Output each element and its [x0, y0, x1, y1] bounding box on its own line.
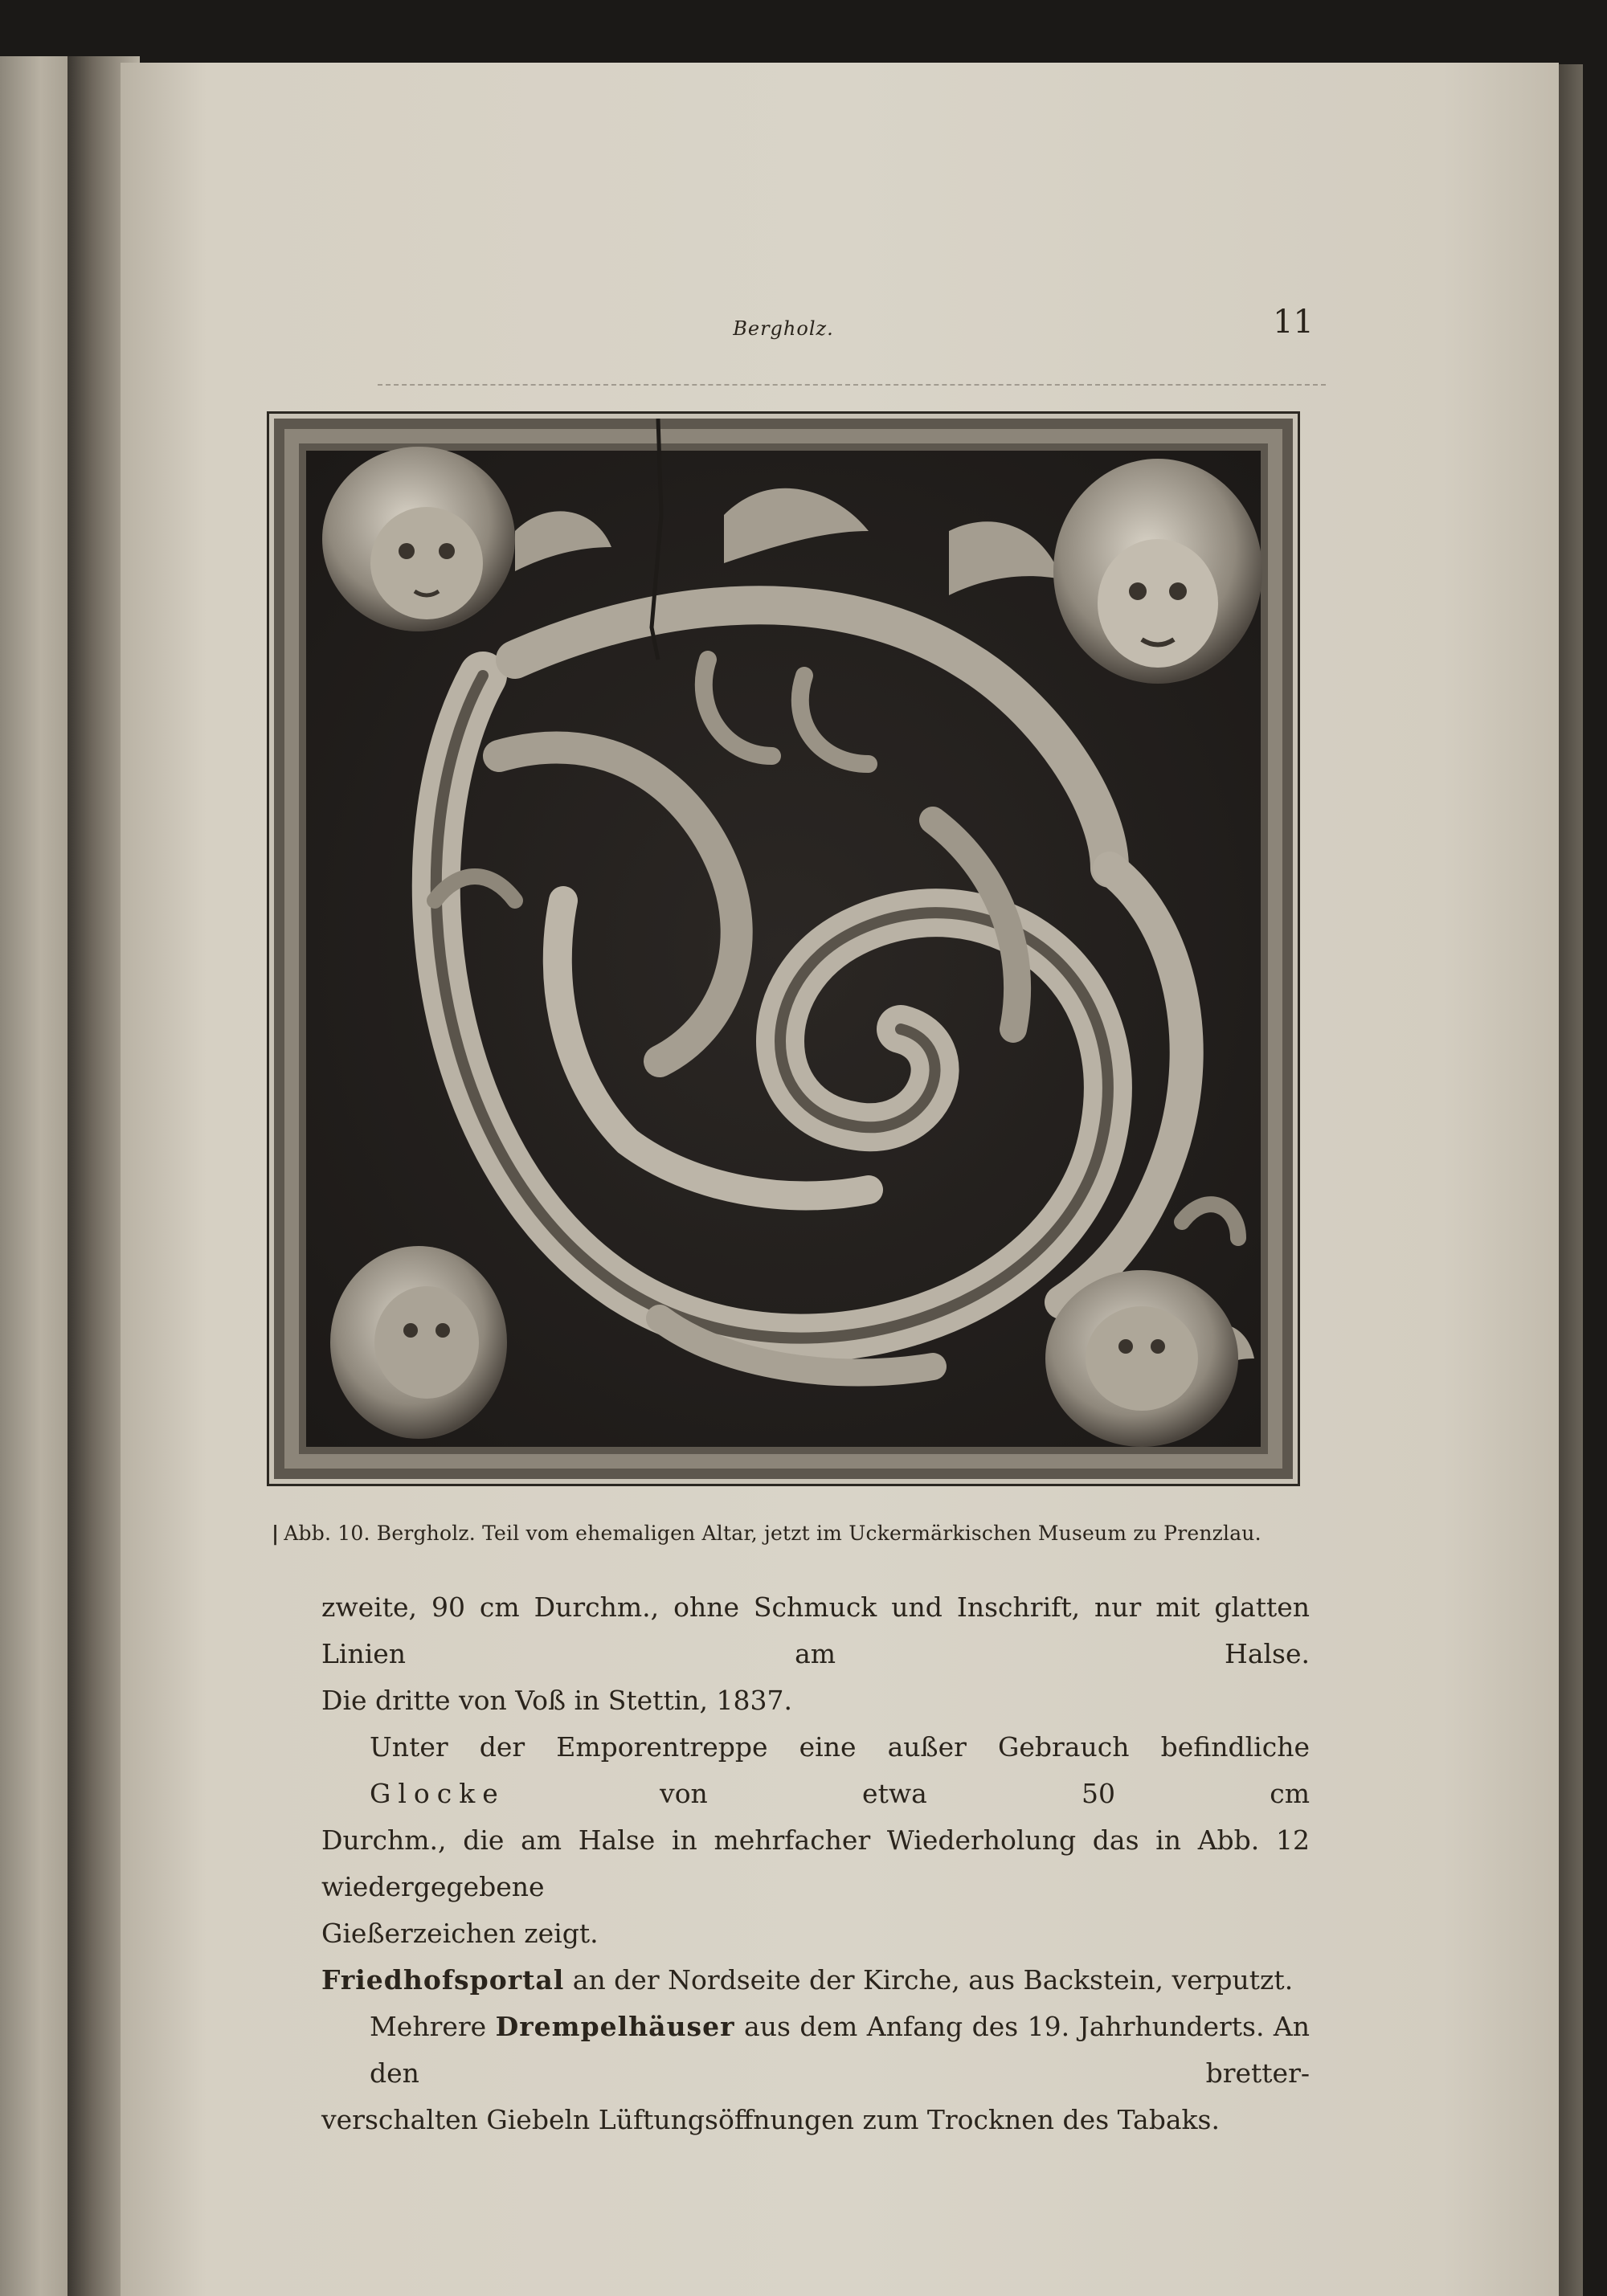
- paragraph-glocke: [321, 1724, 1310, 1957]
- caption-mark: |: [272, 1522, 280, 1545]
- paragraph-bells: [321, 1584, 1310, 1724]
- carved-altar-panel-photo: [274, 419, 1293, 1479]
- body-text: [321, 1584, 1310, 2143]
- text-line: [321, 1957, 1310, 2004]
- bold-heading-word: Drempelhäuser: [495, 2011, 735, 2042]
- text-line: Die dritte von Voß in Stettin, 1837.: [321, 1685, 792, 1716]
- header-rule: [378, 384, 1326, 387]
- paragraph-friedhofsportal: [321, 1957, 1310, 2004]
- figure-photo-frame: [267, 411, 1300, 1486]
- text-line: Durchm., die am Halse in mehrfacher Wiederholung das in Abb. 12 wiedergegebene: [321, 1824, 1310, 1902]
- running-head: Bergholz.: [733, 317, 834, 340]
- page-number: 11: [1273, 304, 1314, 341]
- text-fragment: Mehrere: [370, 2011, 487, 2042]
- text-line: Gießerzeichen zeigt.: [321, 1918, 599, 1949]
- figure-caption: [272, 1522, 1308, 1545]
- paragraph-drempelhaeuser: [321, 2004, 1310, 2143]
- facing-page-edge: [0, 56, 67, 2296]
- text-fragment: aus dem Anfang des 19. Jahrhunderts. An den bretter-: [370, 2011, 1310, 2089]
- bold-heading-word: Friedhofsportal: [321, 1964, 565, 1996]
- text-fragment: an der Nordseite der Kirche, aus Backstein, verputzt.: [572, 1964, 1294, 1996]
- text-line: zweite, 90 cm Durchm., ohne Schmuck und Inschrift, nur mit glatten Linien am Halse.: [321, 1591, 1310, 1669]
- text-line: [321, 2004, 1310, 2097]
- text-fragment: Unter der Emporentreppe eine außer Gebrauch befindliche: [370, 1731, 1310, 1763]
- caption-text: Abb. 10. Bergholz. Teil vom ehemaligen Altar, jetzt im Uckermärkischen Museum zu Prenzlau.: [284, 1522, 1261, 1545]
- text-line: verschalten Giebeln Lüftungsöffnungen zum Trocknen des Tabaks.: [321, 2104, 1220, 2135]
- text-line: [321, 1724, 1310, 1817]
- page-stack-edge: [1559, 64, 1583, 2296]
- text-fragment: von etwa 50 cm: [660, 1778, 1310, 1809]
- spaced-word-glocke: Glocke: [370, 1778, 505, 1809]
